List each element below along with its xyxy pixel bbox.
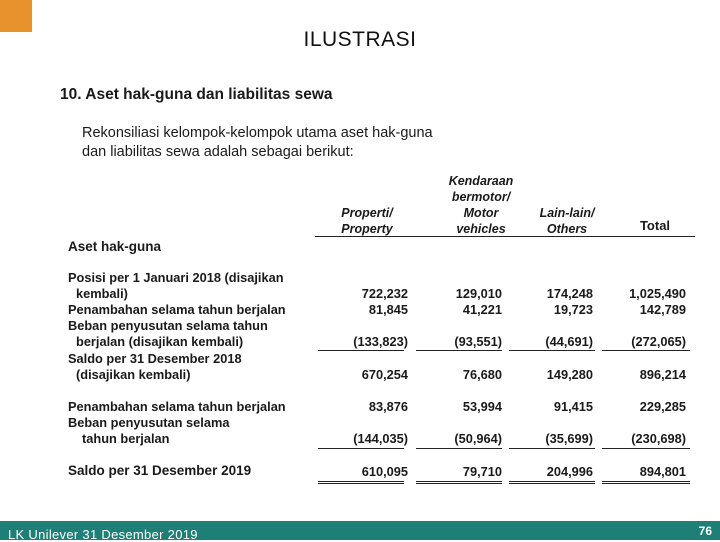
group-label: Aset hak-guna bbox=[68, 239, 162, 254]
cell-r3-others: (44,691) bbox=[545, 334, 593, 349]
footer-caption: LK Unilever 31 Desember 2019 bbox=[8, 527, 198, 542]
cell-r5-others: 91,415 bbox=[553, 399, 593, 414]
row-7-label: Saldo per 31 Desember 2019 bbox=[68, 463, 252, 478]
row-6-label-a: Beban penyusutan selama bbox=[68, 415, 230, 430]
cell-r1-total: 1,025,490 bbox=[629, 286, 686, 301]
total-rule-1 bbox=[318, 448, 404, 449]
row-4-label-b: (disajikan kembali) bbox=[76, 367, 191, 382]
double-rule-1b bbox=[318, 483, 404, 484]
total-rule-4 bbox=[602, 448, 690, 449]
cell-r7-vehicles: 79,710 bbox=[462, 464, 502, 479]
cell-r2-vehicles: 41,221 bbox=[462, 302, 502, 317]
total-rule-3 bbox=[509, 448, 595, 449]
cell-r7-others: 204,996 bbox=[546, 464, 593, 479]
cell-r3-total: (272,065) bbox=[631, 334, 686, 349]
col-header-vehicles-line1: Kendaraan bbox=[448, 174, 514, 188]
total-rule-2 bbox=[416, 448, 502, 449]
cell-r4-others: 149,280 bbox=[546, 367, 593, 382]
cell-r5-property: 83,876 bbox=[368, 399, 408, 414]
row-1-label-b: kembali) bbox=[76, 286, 128, 301]
cell-r7-total: 894,801 bbox=[639, 464, 686, 479]
cell-r2-property: 81,845 bbox=[368, 302, 408, 317]
cell-r3-property: (133,823) bbox=[353, 334, 408, 349]
cell-r4-vehicles: 76,680 bbox=[462, 367, 502, 382]
cell-r4-total: 896,214 bbox=[639, 367, 686, 382]
header-rule bbox=[315, 236, 695, 237]
col-header-total: Total bbox=[639, 218, 671, 233]
slide-title: ILUSTRASI bbox=[303, 28, 417, 51]
double-rule-4a bbox=[602, 481, 690, 482]
cell-r5-total: 229,285 bbox=[639, 399, 686, 414]
subtotal-rule-1 bbox=[318, 350, 404, 351]
row-4-label-a: Saldo per 31 Desember 2018 bbox=[68, 351, 242, 366]
cell-r5-vehicles: 53,994 bbox=[462, 399, 502, 414]
double-rule-4b bbox=[602, 483, 690, 484]
subtotal-rule-2 bbox=[416, 350, 502, 351]
cell-r6-property: (144,035) bbox=[353, 431, 408, 446]
col-header-others-line2: Others bbox=[546, 222, 588, 236]
cell-r2-total: 142,789 bbox=[639, 302, 686, 317]
cell-r6-vehicles: (50,964) bbox=[454, 431, 502, 446]
cell-r6-total: (230,698) bbox=[631, 431, 686, 446]
col-header-property-line2: Property bbox=[341, 222, 393, 236]
cell-r3-vehicles: (93,551) bbox=[454, 334, 502, 349]
section-heading: 10. Aset hak-guna dan liabilitas sewa bbox=[60, 86, 333, 103]
col-header-property bbox=[322, 205, 412, 237]
intro-line-1: Rekonsiliasi kelompok-kelompok utama aset hak-guna bbox=[82, 125, 433, 141]
row-3-label-b: berjalan (disajikan kembali) bbox=[76, 334, 244, 349]
double-rule-2b bbox=[416, 483, 502, 484]
col-header-vehicles-line3: Motor bbox=[463, 206, 499, 220]
cell-r1-vehicles: 129,010 bbox=[455, 286, 502, 301]
subtotal-rule-3 bbox=[509, 350, 595, 351]
double-rule-2a bbox=[416, 481, 502, 482]
intro-paragraph bbox=[82, 124, 502, 162]
col-header-others bbox=[522, 205, 612, 237]
page-number: 76 bbox=[698, 524, 712, 538]
cell-r4-property: 670,254 bbox=[361, 367, 408, 382]
col-header-vehicles bbox=[430, 173, 532, 237]
double-rule-1a bbox=[318, 481, 404, 482]
subtotal-rule-4 bbox=[602, 350, 690, 351]
row-2-label: Penambahan selama tahun berjalan bbox=[68, 302, 286, 317]
intro-line-2: dan liabilitas sewa adalah sebagai berikut: bbox=[82, 144, 354, 160]
cell-r7-property: 610,095 bbox=[361, 464, 408, 479]
row-3-label-a: Beban penyusutan selama tahun bbox=[68, 318, 268, 333]
col-header-vehicles-line2: bermotor/ bbox=[451, 190, 511, 204]
row-5-label: Penambahan selama tahun berjalan bbox=[68, 399, 286, 414]
cell-r1-others: 174,248 bbox=[546, 286, 593, 301]
row-1-label-a: Posisi per 1 Januari 2018 (disajikan bbox=[68, 270, 284, 285]
col-header-vehicles-line4: vehicles bbox=[456, 222, 506, 236]
col-header-others-line1: Lain-lain/ bbox=[539, 206, 595, 220]
double-rule-3b bbox=[509, 483, 595, 484]
cell-r6-others: (35,699) bbox=[545, 431, 593, 446]
cell-r2-others: 19,723 bbox=[553, 302, 593, 317]
row-6-label-b: tahun berjalan bbox=[82, 431, 170, 446]
cell-r1-property: 722,232 bbox=[361, 286, 408, 301]
col-header-property-line1: Properti/ bbox=[341, 206, 393, 220]
double-rule-3a bbox=[509, 481, 595, 482]
